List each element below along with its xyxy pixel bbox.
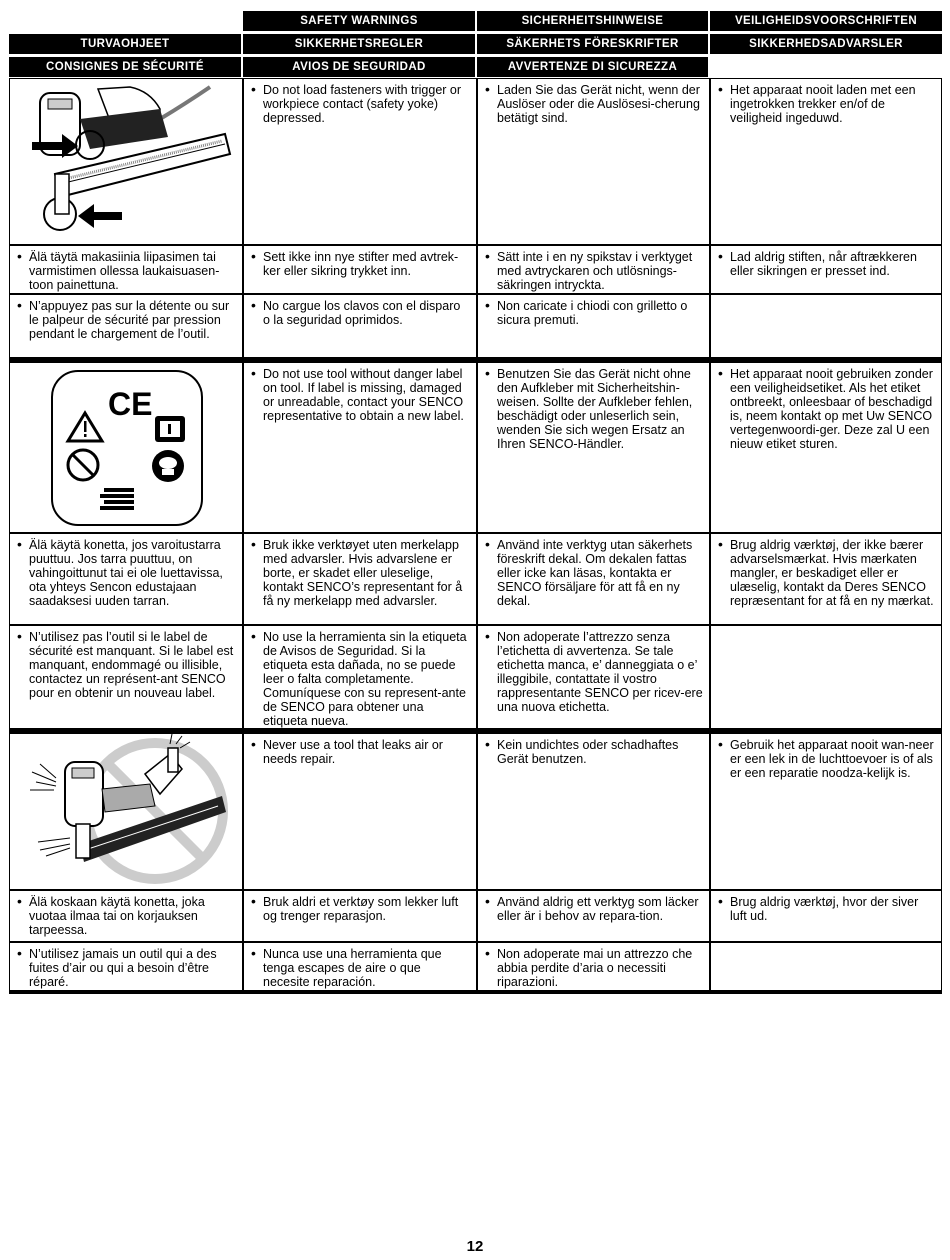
- bullet-icon: •: [17, 248, 22, 264]
- header-sicherheitshinweise: SICHERHEITSHINWEISE: [477, 11, 708, 31]
- leak-warning-nl: [710, 733, 942, 890]
- warning-text: Älä täytä makasiinia liipasimen tai varmistimen ollessa laukaisuasen-toon painettuna.: [29, 250, 220, 292]
- label-warning-es: [243, 625, 477, 729]
- label-warning-it: [477, 625, 710, 729]
- bullet-icon: •: [17, 628, 22, 644]
- label-warning-sv: [477, 533, 710, 625]
- label-warning-da: [710, 533, 942, 625]
- leak-warning-en: [243, 733, 477, 890]
- bullet-icon: •: [17, 536, 22, 552]
- warning-fi: [9, 245, 243, 294]
- section-divider: [9, 990, 942, 994]
- bullet-icon: •: [485, 893, 490, 909]
- bullet-icon: •: [485, 248, 490, 264]
- label-warning-fi: [9, 533, 243, 625]
- header-sikkerhedsadvarsler: SIKKERHEDSADVARSLER: [710, 34, 942, 54]
- warning-en: [243, 78, 477, 245]
- warning-text: Non adoperate mai un attrezzo che abbia perdite d’aria o necessiti riparazioni.: [497, 947, 693, 989]
- empty-cell: [710, 625, 942, 729]
- warning-text: Benutzen Sie das Gerät nicht ohne den Aufkleber mit Sicherheitshin-weisen. Sollte der Aufkleber fehlen, beschädigt oder unleserlich sein, wenden Sie sich wegen Ersatz an Ihren SENCO-Händler.: [497, 367, 693, 451]
- warning-text: Laden Sie das Gerät nicht, wenn der Auslöser oder die Auslösesi-cherung betätigt sind.: [497, 83, 700, 125]
- warning-text: N’utilisez pas l’outil si le label de sécurité est manquant. Si le label est manquant, endommagé ou illisible, contactez un représent-ant SENCO pour en obtenir un nouveau label.: [29, 630, 234, 700]
- warning-text: No use la herramienta sin la etiqueta de Avisos de Seguridad. Si la etiqueta esta dañada, no se puede leer o falta completamente. Comuníquese con su represent-ante de SENCO para obtener una etiqueta nueva.: [263, 630, 467, 728]
- warning-text: No cargue los clavos con el disparo o la seguridad oprimidos.: [263, 299, 461, 327]
- leak-warning-da: [710, 890, 942, 942]
- header-sakerhets-foreskrifter: SÄKERHETS FÖRESKRIFTER: [477, 34, 708, 54]
- bullet-icon: •: [251, 81, 256, 97]
- leak-warning-es: [243, 942, 477, 992]
- bullet-icon: •: [17, 297, 22, 313]
- bullet-icon: •: [718, 893, 723, 909]
- warning-text: Non adoperate l’attrezzo senza l’etichetta di avvertenza. Se tale etichetta manca, e’ danneggiata o e’ illeggibile, contattate il vostro rappresentante SENCO per ricev-ere una nuova etichetta.: [497, 630, 703, 714]
- bullet-icon: •: [485, 81, 490, 97]
- warning-text: Nunca use una herramienta que tenga escapes de aire o que necesite reparación.: [263, 947, 442, 989]
- bullet-icon: •: [17, 893, 22, 909]
- header-turvaohjeet: TURVAOHJEET: [9, 34, 241, 54]
- nailer-loading-illustration: [9, 78, 243, 245]
- leak-warning-fi: [9, 890, 243, 942]
- label-warning-no: [243, 533, 477, 625]
- bullet-icon: •: [485, 297, 490, 313]
- warning-text: Never use a tool that leaks air or needs repair.: [263, 738, 443, 766]
- warning-text: Gebruik het apparaat nooit wan-neer er een lek in de luchttoevoer is of als er een reparatie noodza-kelijk is.: [730, 738, 934, 780]
- bullet-icon: •: [251, 536, 256, 552]
- header-avvertenze-di-sicurezza: AVVERTENZE DI SICUREZZA: [477, 57, 708, 77]
- warning-text: Lad aldrig stiften, når aftrækkeren eller sikringen er presset ind.: [730, 250, 917, 278]
- warning-text: Do not load fasteners with trigger or workpiece contact (safety yoke) depressed.: [263, 83, 462, 125]
- warning-nl: [710, 78, 942, 245]
- leak-warning-de: [477, 733, 710, 890]
- warning-text: Non caricate i chiodi con grilletto o sicura premuti.: [497, 299, 688, 327]
- warning-text: Använd aldrig ett verktyg som läcker eller är i behov av repara-tion.: [497, 895, 699, 923]
- warning-text: Do not use tool without danger label on tool. If label is missing, damaged or unreadable, contact your SENCO representative to obtain a new label.: [263, 367, 464, 423]
- bullet-icon: •: [251, 365, 256, 381]
- bullet-icon: •: [485, 945, 490, 961]
- bullet-icon: •: [485, 536, 490, 552]
- warning-text: Älä koskaan käytä konetta, joka vuotaa ilmaa tai on korjauksen tarpeessa.: [29, 895, 205, 937]
- bullet-icon: •: [251, 893, 256, 909]
- leak-warning-sv: [477, 890, 710, 942]
- header-safety-warnings: SAFETY WARNINGS: [243, 11, 475, 31]
- warning-es: [243, 294, 477, 358]
- safety-label-illustration: [9, 362, 243, 533]
- warning-text: Använd inte verktyg utan säkerhets föreskrift dekal. Om dekalen fattas eller icke kan läsas, kontakta er SENCO försäljare för att få en ny dekal.: [497, 538, 693, 608]
- bullet-icon: •: [251, 628, 256, 644]
- ce-mark: CE: [108, 386, 153, 422]
- air-leak-prohibited-illustration: [9, 733, 243, 890]
- bullet-icon: •: [485, 365, 490, 381]
- warning-sv: [477, 245, 710, 294]
- leak-warning-fr: [9, 942, 243, 992]
- bullet-icon: •: [718, 736, 723, 752]
- header-sikkerhetsregler: SIKKERHETSREGLER: [243, 34, 475, 54]
- warning-text: N’appuyez pas sur la détente ou sur le palpeur de sécurité par pression pendant le chargement de l’outil.: [29, 299, 230, 341]
- warning-no: [243, 245, 477, 294]
- header-veiligheidsvoorschriften: VEILIGHEIDSVOORSCHRIFTEN: [710, 11, 942, 31]
- bullet-icon: •: [718, 365, 723, 381]
- bullet-icon: •: [251, 736, 256, 752]
- warning-text: Bruk ikke verktøyet uten merkelapp med advarsler. Hvis advarslene er borte, er skadet eller uleselige, kontakt SENCO’s representant for å få ny merkelapp med advarsler.: [263, 538, 463, 608]
- bullet-icon: •: [718, 81, 723, 97]
- warning-fr: [9, 294, 243, 358]
- empty-cell: [710, 294, 942, 358]
- page-number: 12: [466, 1238, 484, 1255]
- bullet-icon: •: [251, 945, 256, 961]
- warning-text: Sätt inte i en ny spikstav i verktyget med avtryckaren och utlösnings-säkringen intryckta.: [497, 250, 693, 292]
- warning-text: Het apparaat nooit gebruiken zonder een veiligheidsetiket. Als het etiket ontbreekt, onleesbaar of beschadigd is, neem kontakt op met Uw SENCO vertegenwoordi-ger. Deze zal U een nieuw etiket sturen.: [730, 367, 933, 451]
- leak-warning-no: [243, 890, 477, 942]
- warning-text: Älä käytä konetta, jos varoitustarra puuttuu. Jos tarra puuttuu, on vahingoittunut tai ei ole luettavissa, ota yhteys Sencon edustajaan saadaksesi uuden tarran.: [29, 538, 223, 608]
- bullet-icon: •: [251, 248, 256, 264]
- warning-text: Bruk aldri et verktøy som lekker luft og trenger reparasjon.: [263, 895, 459, 923]
- warning-text: Het apparaat nooit laden met een ingetrokken trekker en/of de veiligheid ingeduwd.: [730, 83, 916, 125]
- bullet-icon: •: [251, 297, 256, 313]
- header-avios-de-seguridad: AVIOS DE SEGURIDAD: [243, 57, 475, 77]
- label-warning-fr: [9, 625, 243, 729]
- label-warning-de: [477, 362, 710, 533]
- warning-text: Brug aldrig værktøj, der ikke bærer advarselsmærkat. Hvis mærkaten mangler, er beskadiget eller er ulæselig, kontakt da Deres SENCO repræsentant for at få en ny mærkat.: [730, 538, 934, 608]
- leak-warning-it: [477, 942, 710, 992]
- warning-da: [710, 245, 942, 294]
- bullet-icon: •: [485, 628, 490, 644]
- warning-de: [477, 78, 710, 245]
- warning-text: Kein undichtes oder schadhaftes Gerät benutzen.: [497, 738, 679, 766]
- header-consignes-de-securite: CONSIGNES DE SÉCURITÉ: [9, 57, 241, 77]
- warning-text: N’utilisez jamais un outil qui a des fuites d’air ou qui a besoin d’être réparé.: [29, 947, 217, 989]
- warning-text: Sett ikke inn nye stifter med avtrek-ker eller sikring trykket inn.: [263, 250, 459, 278]
- bullet-icon: •: [17, 945, 22, 961]
- bullet-icon: •: [718, 536, 723, 552]
- empty-cell: [710, 942, 942, 992]
- label-warning-en: [243, 362, 477, 533]
- bullet-icon: •: [485, 736, 490, 752]
- warning-it: [477, 294, 710, 358]
- warning-text: Brug aldrig værktøj, hvor der siver luft ud.: [730, 895, 919, 923]
- bullet-icon: •: [718, 248, 723, 264]
- label-warning-nl: [710, 362, 942, 533]
